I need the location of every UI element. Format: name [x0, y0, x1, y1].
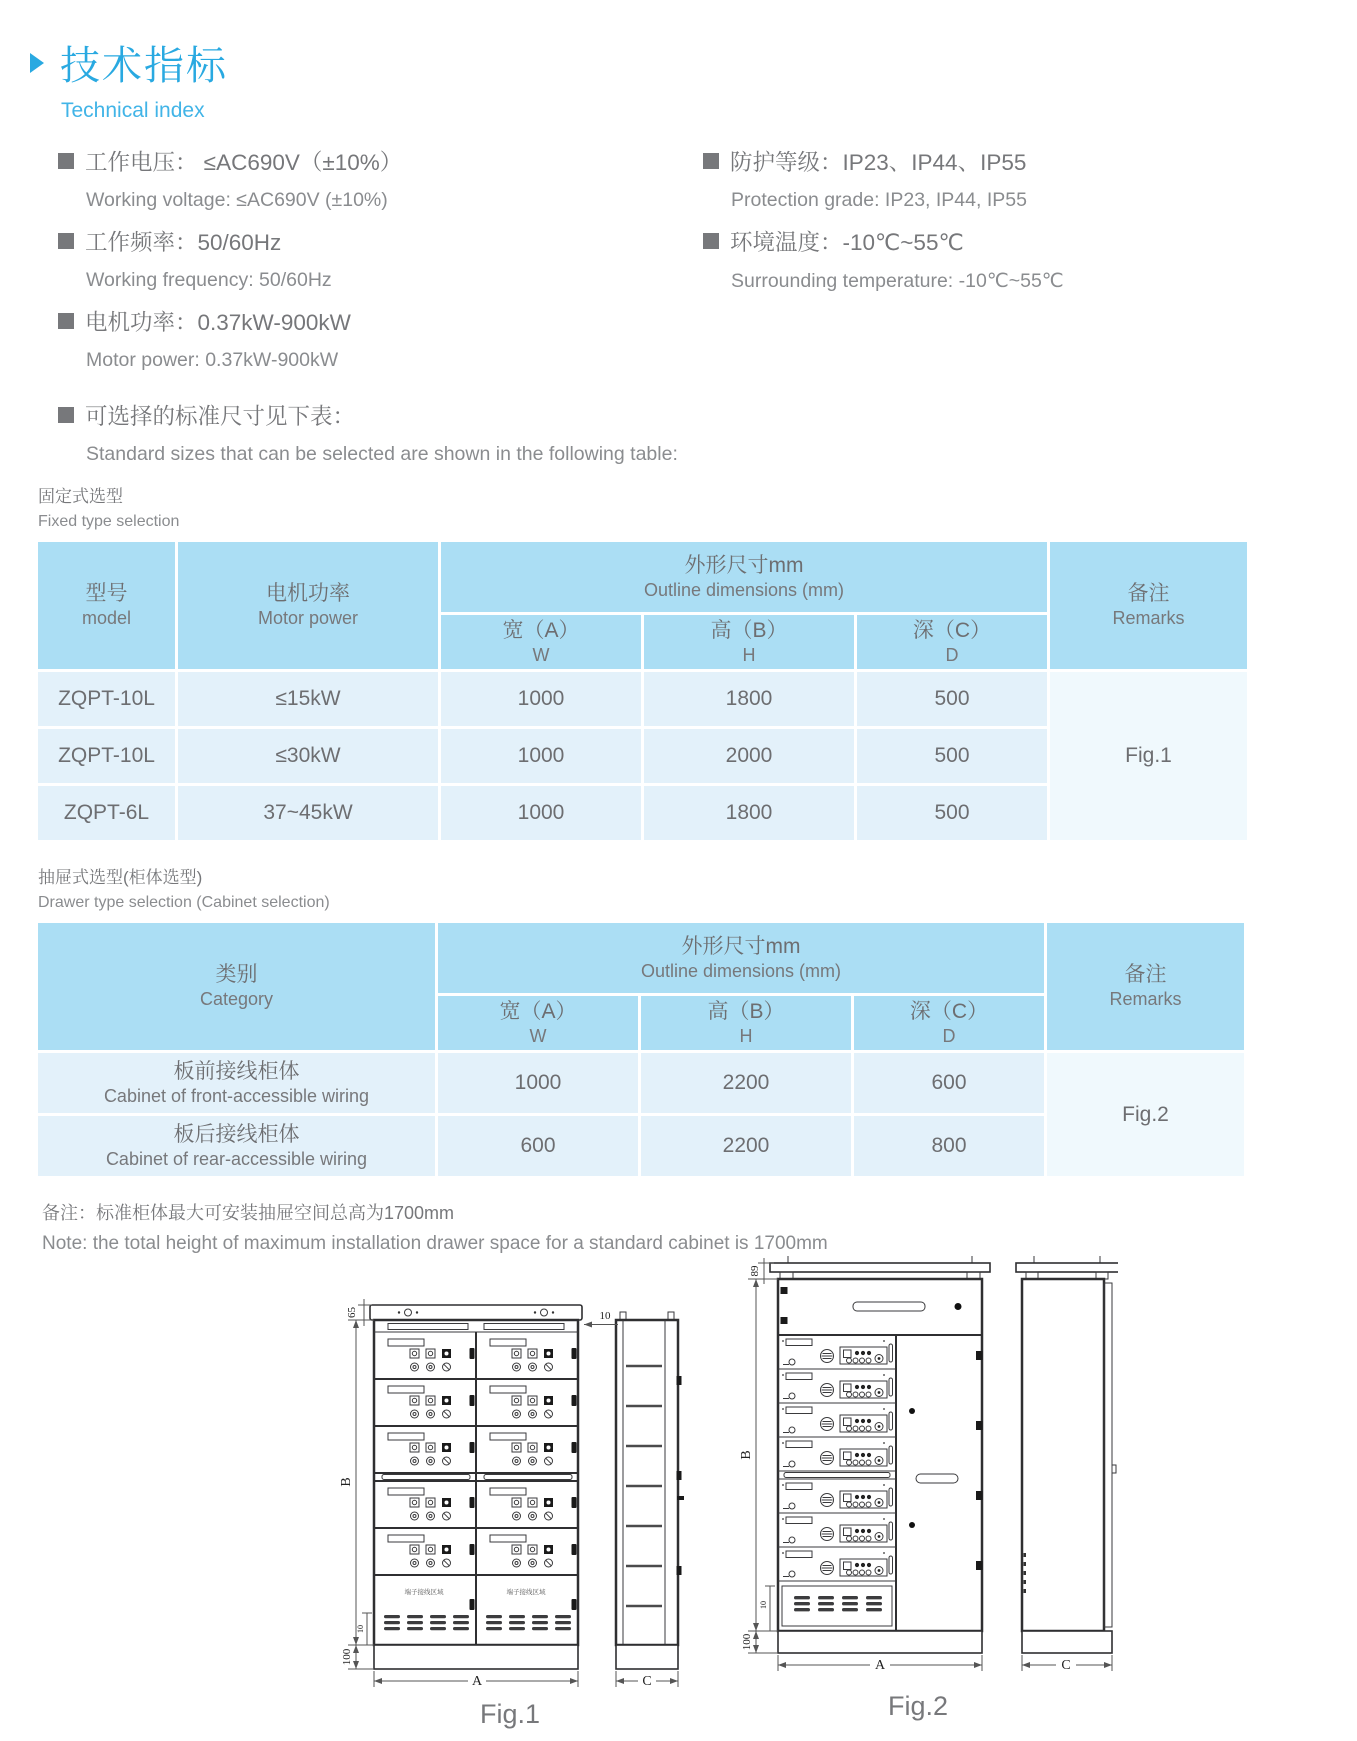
cell-height: 2200	[641, 1053, 851, 1113]
sizes-note	[58, 399, 1357, 466]
table-row	[38, 1053, 1244, 1113]
bullet-square-icon	[703, 153, 719, 169]
spec-en: Working voltage: ≤AC690V (±10%)	[86, 189, 388, 211]
footnote-zh: 备注：标准柜体最大可安装抽屉空间总高为1700mm	[42, 1203, 455, 1223]
col-header-remarks: 备注 Remarks	[1047, 923, 1244, 1050]
dimension-label: 65	[346, 1307, 358, 1318]
table2-label-en: Drawer type selection (Cabinet selection)	[38, 894, 330, 911]
dimension-label: A	[874, 1658, 886, 1673]
cell-depth: 800	[854, 1116, 1044, 1176]
cell-power: ≤30kW	[178, 729, 438, 783]
cell-width: 600	[438, 1116, 638, 1176]
sizes-note-en: Standard sizes that can be selected are shown in the following table:	[86, 443, 678, 465]
col-header-width: 宽（A） W	[438, 996, 638, 1050]
bullet-square-icon	[58, 153, 74, 169]
fig2-caption: Fig.2	[887, 1691, 949, 1721]
dimension-label: A	[471, 1674, 483, 1689]
page-subtitle: Technical index	[61, 99, 205, 122]
table1-label-zh: 固定式选型	[38, 487, 123, 506]
bullet-square-icon	[58, 233, 74, 249]
spec-zh: 电机功率：0.37kW-900kW	[85, 310, 351, 335]
spec-en: Protection grade: IP23, IP44, IP55	[731, 189, 1027, 211]
cell-height: 1800	[644, 672, 854, 726]
spec-column-left	[58, 145, 703, 385]
section-header	[30, 34, 1357, 123]
col-header-height: 高（B） H	[644, 615, 854, 669]
cell-height: 2200	[641, 1116, 851, 1176]
drawer-cabinet-front-view	[770, 1256, 990, 1653]
col-header-height: 高（B） H	[641, 996, 851, 1050]
spec-item	[703, 225, 1064, 293]
cell-depth: 500	[857, 786, 1047, 840]
cell-height: 2000	[644, 729, 854, 783]
cabinet-front-view	[370, 1305, 582, 1669]
table1-label-en: Fixed type selection	[38, 513, 180, 530]
cell-model: ZQPT-10L	[38, 729, 175, 783]
footnote	[42, 1199, 1357, 1255]
table2-label	[38, 863, 1357, 912]
dimension-label: 100	[741, 1633, 753, 1651]
fig2-drawing	[718, 1253, 1118, 1693]
figures-area	[0, 1261, 1357, 1741]
cell-power: ≤15kW	[178, 672, 438, 726]
col-header-remarks: 备注 Remarks	[1050, 542, 1247, 669]
dimension-label: C	[1061, 1658, 1071, 1673]
cell-remarks: Fig.1	[1050, 672, 1247, 840]
col-header-depth: 深（C） D	[857, 615, 1047, 669]
table-row	[38, 672, 1247, 726]
bullet-square-icon	[703, 233, 719, 249]
drawer-type-table	[35, 920, 1247, 1179]
col-header-width: 宽（A） W	[441, 615, 641, 669]
cell-power: 37~45kW	[178, 786, 438, 840]
dimension-label: 10	[356, 1625, 365, 1633]
cell-depth: 600	[854, 1053, 1044, 1113]
col-header-depth: 深（C） D	[854, 996, 1044, 1050]
fixed-type-table	[35, 539, 1250, 843]
fig1-caption: Fig.1	[479, 1699, 541, 1729]
fig1-drawing	[320, 1291, 700, 1691]
col-header-dimensions: 外形尺寸mm Outline dimensions (mm)	[438, 923, 1044, 993]
cell-width: 1000	[441, 729, 641, 783]
dimension-label: 10	[599, 1310, 611, 1322]
dimension-label: 100	[341, 1648, 353, 1666]
spec-item	[58, 305, 703, 372]
cell-category: 板前接线柜体 Cabinet of front-accessible wiring	[38, 1053, 435, 1113]
col-header-category: 类别 Category	[38, 923, 435, 1050]
footnote-en: Note: the total height of maximum installation drawer space for a standard cabinet is 1700mm	[42, 1233, 828, 1254]
cell-width: 1000	[441, 786, 641, 840]
col-header-dimensions: 外形尺寸mm Outline dimensions (mm)	[441, 542, 1047, 612]
spec-item	[703, 145, 1064, 212]
table2-label-zh: 抽屉式选型(柜体选型)	[38, 868, 203, 887]
col-header-model: 型号 model	[38, 542, 175, 669]
spec-item	[58, 145, 703, 212]
cell-width: 1000	[438, 1053, 638, 1113]
spec-zh: 环境温度：-10℃~55℃	[730, 230, 964, 255]
spec-en: Working frequency: 50/60Hz	[86, 269, 332, 291]
cell-depth: 500	[857, 672, 1047, 726]
dimension-label: B	[739, 1450, 754, 1460]
spec-zh: 工作电压： ≤AC690V（±10%）	[85, 150, 403, 175]
spec-en: Surrounding temperature: -10℃~55℃	[731, 270, 1064, 292]
dimension-label: B	[339, 1477, 354, 1487]
cell-model: ZQPT-10L	[38, 672, 175, 726]
cell-height: 1800	[644, 786, 854, 840]
cell-depth: 500	[857, 729, 1047, 783]
bullet-square-icon	[58, 313, 74, 329]
section-arrow-icon	[30, 53, 44, 73]
sizes-note-zh: 可选择的标准尺寸见下表：	[85, 404, 356, 429]
spec-zh: 工作频率：50/60Hz	[85, 230, 282, 255]
dimension-label: 10	[759, 1601, 768, 1609]
cell-model: ZQPT-6L	[38, 786, 175, 840]
spec-zh: 防护等级：IP23、IP44、IP55	[730, 150, 1027, 175]
terminal-area-label: 端子接线区域	[404, 1589, 444, 1596]
dimension-label: C	[642, 1674, 652, 1689]
cabinet-side-view	[616, 1312, 684, 1669]
spec-list	[58, 145, 1357, 385]
cell-category: 板后接线柜体 Cabinet of rear-accessible wiring	[38, 1116, 435, 1176]
cell-width: 1000	[441, 672, 641, 726]
drawer-cabinet-side-view	[1016, 1256, 1118, 1653]
dimension-label: 89	[749, 1265, 761, 1277]
page-title: 技术指标	[60, 44, 228, 88]
spec-en: Motor power: 0.37kW-900kW	[86, 349, 339, 371]
spec-column-right	[703, 145, 1064, 385]
col-header-power: 电机功率 Motor power	[178, 542, 438, 669]
spec-item	[58, 225, 703, 292]
cell-remarks: Fig.2	[1047, 1053, 1244, 1176]
table1-label	[38, 482, 1357, 531]
terminal-area-label: 端子接线区域	[506, 1589, 546, 1596]
bullet-square-icon	[58, 407, 74, 423]
